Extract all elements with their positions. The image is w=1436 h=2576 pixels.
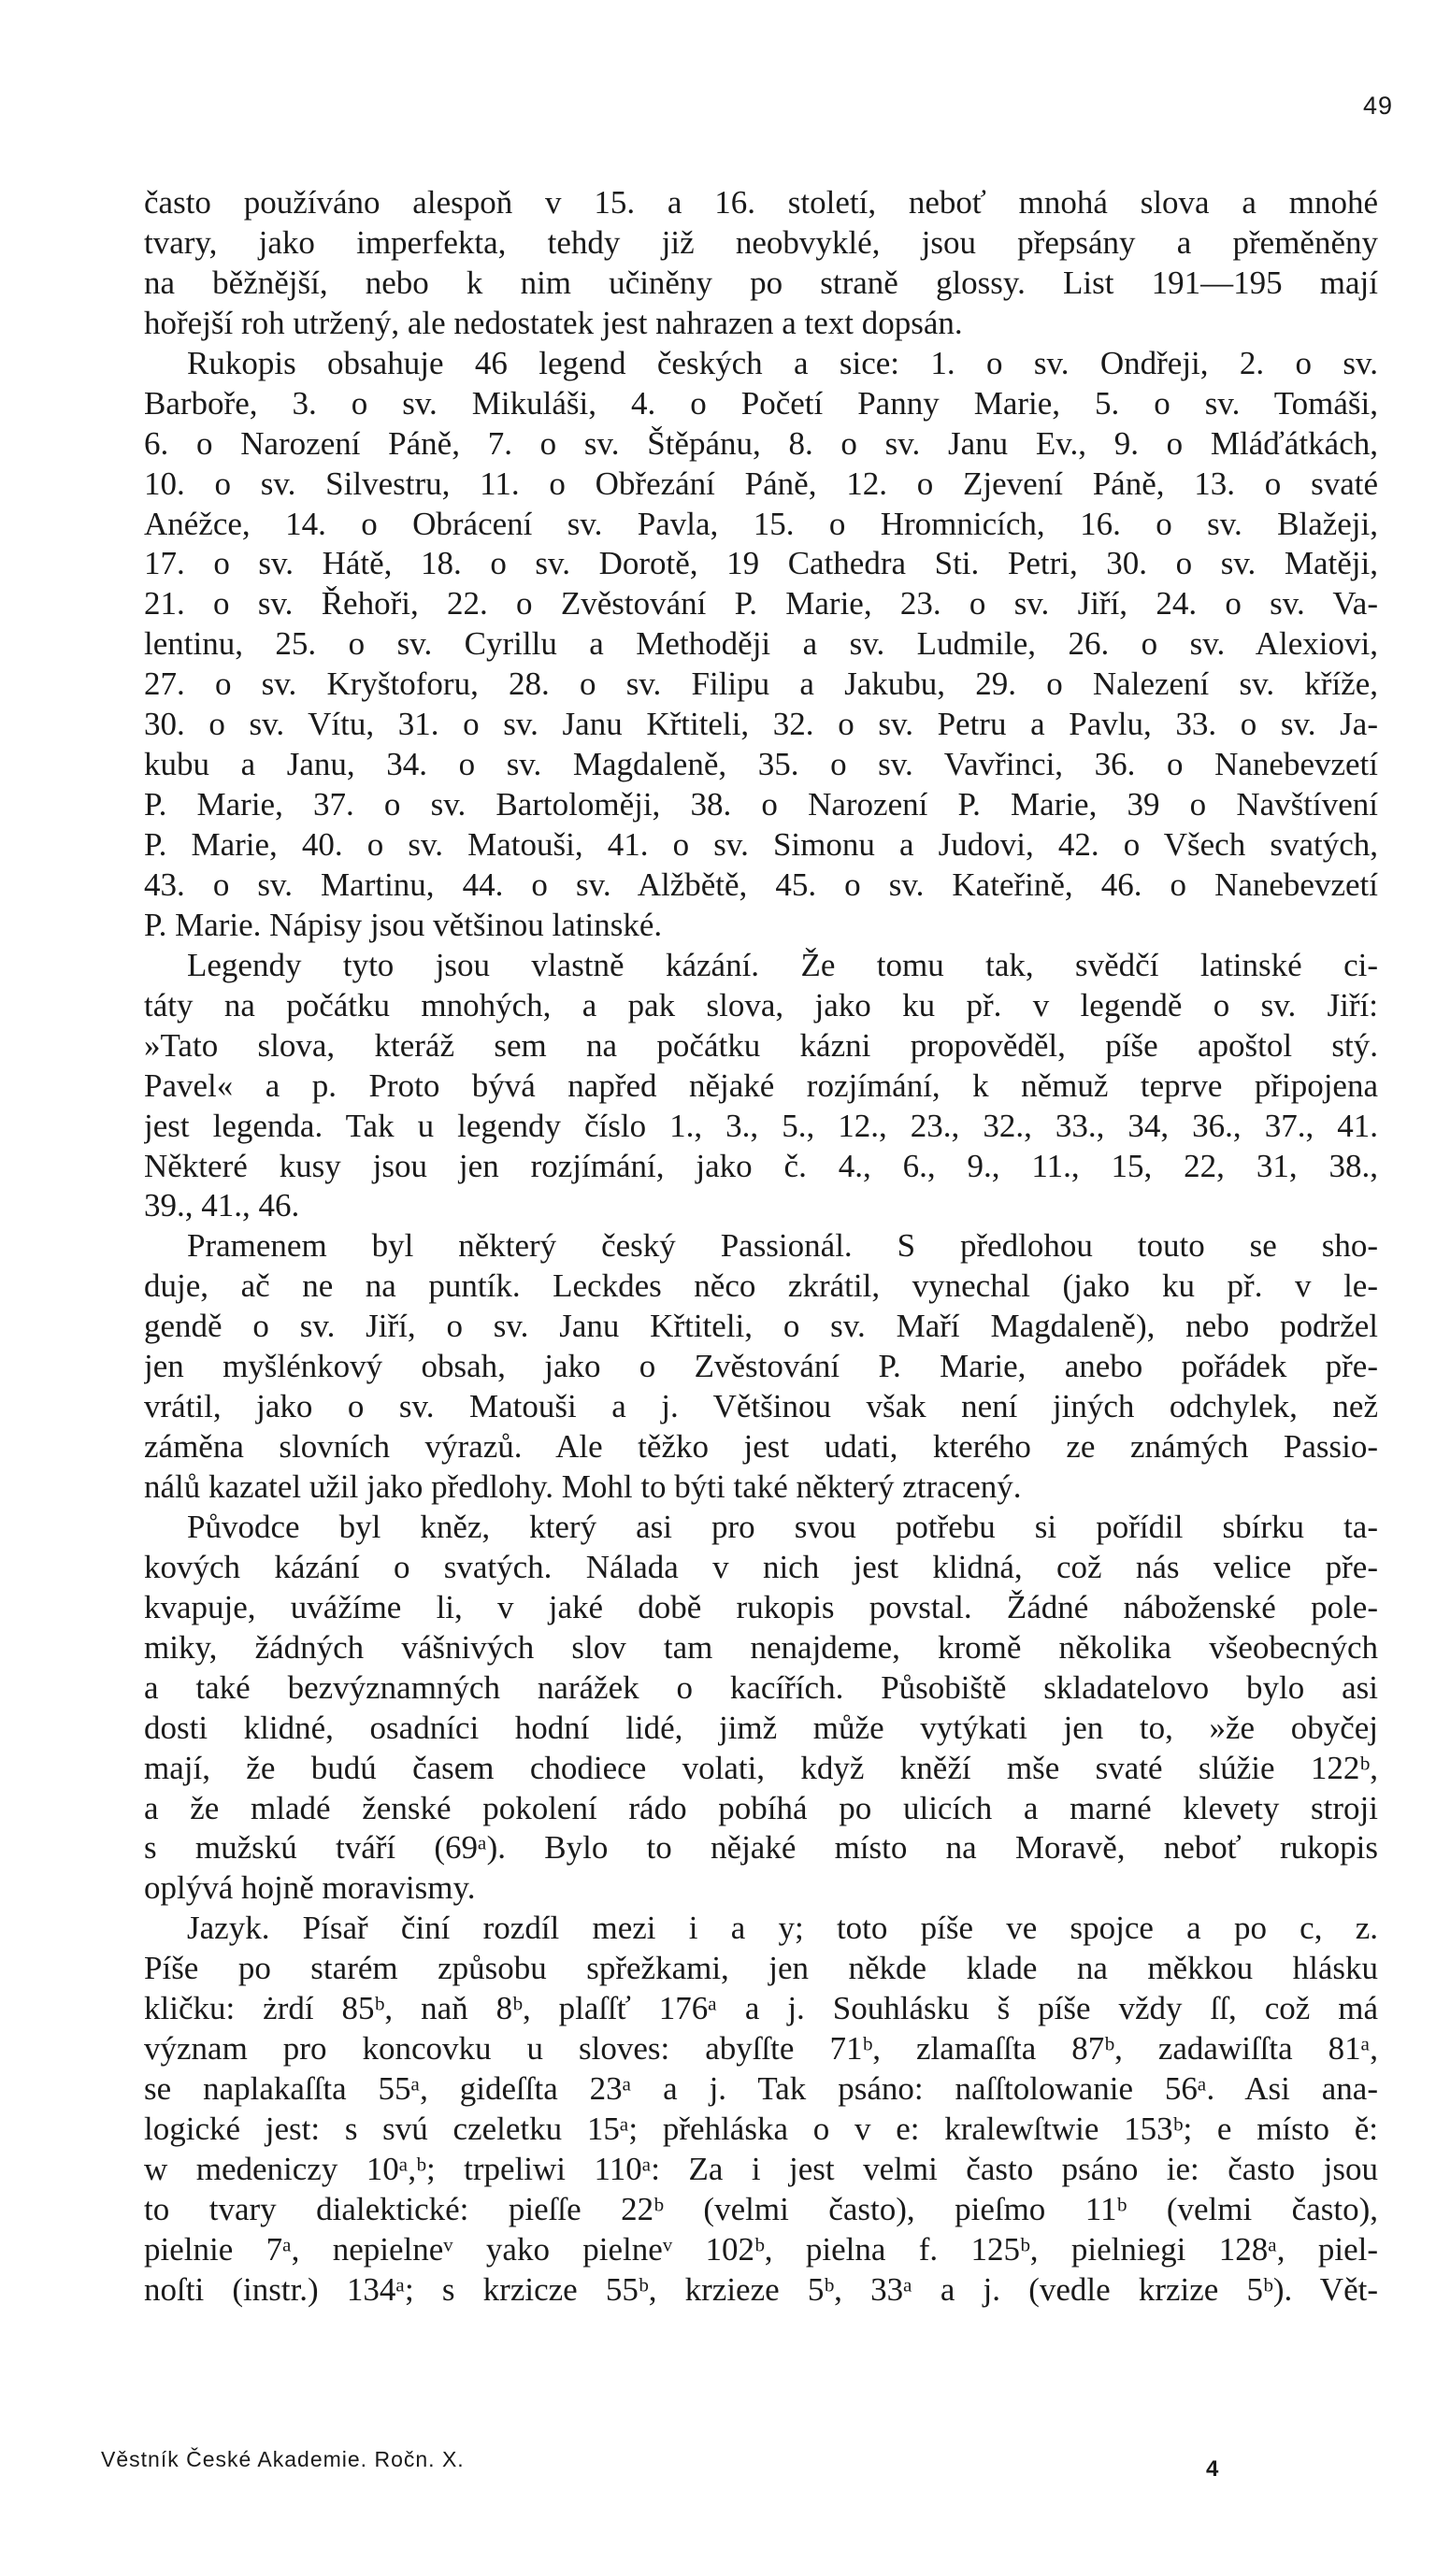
text-line: 6. o Narození Páně, 7. o sv. Štěpánu, 8. o sv. Janu Ev., 9. o Mláďátkách,: [144, 424, 1378, 462]
text-line: 43. o sv. Martinu, 44. o sv. Alžbětě, 45. o sv. Kateřině, 46. o Nanebevzetí: [144, 866, 1378, 903]
journal-footer: Věstník České Akademie. Ročn. X.: [101, 2447, 465, 2471]
text-line: 21. o sv. Řehoři, 22. o Zvěstování P. Marie, 23. o sv. Jiří, 24. o sv. Va-: [144, 585, 1378, 623]
text-line: 30. o sv. Vítu, 31. o sv. Janu Křtiteli, 32. o sv. Petru a Pavlu, 33. o sv. Ja-: [144, 706, 1378, 743]
text-line: logické jest: s svú czeletku 15ᵃ; přehláska o v e: kralewſtwie 153ᵇ; e místo ě:: [144, 2111, 1378, 2147]
text-line: Některé kusy jsou jen rozjímání, jako č. 4., 6., 9., 11., 15, 22, 31, 38.,: [144, 1147, 1378, 1184]
text-line: w medeniczy 10ᵃ,ᵇ; trpeliwi 110ᵃ: Za i jest velmi často psáno ie: často jsou: [144, 2150, 1378, 2187]
text-line: Původce byl kněz, který asi pro svou potřebu si pořídil sbírku ta-: [187, 1508, 1378, 1545]
text-line: miky, žádných vášnivých slov tam nenajdeme, kromě několika všeobecných: [144, 1628, 1378, 1666]
body-text: [144, 183, 1378, 2311]
text-line: vrátil, jako o sv. Matouši a j. Většinou však není jiných odchylek, než: [144, 1388, 1378, 1425]
text-line: gendě o sv. Jiří, o sv. Janu Křtiteli, o sv. Maří Magdaleně), nebo podržel: [144, 1308, 1378, 1345]
text-line: Barboře, 3. o sv. Mikuláši, 4. o Početí Panny Marie, 5. o sv. Tomáši,: [144, 384, 1378, 422]
text-line: to tvary dialektické: pieſſe 22ᵇ (velmi často), pieſmo 11ᵇ (velmi často),: [144, 2190, 1378, 2227]
text-line: 17. o sv. Hátě, 18. o sv. Dorotě, 19 Cathedra Sti. Petri, 30. o sv. Matěji,: [144, 545, 1378, 582]
text-line: 39., 41., 46.: [144, 1187, 300, 1224]
text-line: záměna slovních výrazů. Ale těžko jest udati, kterého ze známých Passio-: [144, 1428, 1378, 1466]
text-line: oplývá hojně moravismy.: [144, 1869, 476, 1907]
text-line: lentinu, 25. o sv. Cyrillu a Methoději a sv. Ludmile, 26. o sv. Alexiovi,: [144, 625, 1378, 663]
text-line: P. Marie. Nápisy jsou většinou latinské.: [144, 906, 663, 943]
text-line: a také bezvýznamných narážek o kacířích. Působiště skladatelovo bylo asi: [144, 1668, 1378, 1706]
text-line: Píše po starém způsobu spřežkami, jen někde klade na měkkou hlásku: [144, 1950, 1378, 1987]
text-line: táty na počátku mnohých, a pak slova, jako ku př. v legendě o sv. Jiří:: [144, 986, 1378, 1023]
text-line: 27. o sv. Kryštoforu, 28. o sv. Filipu a Jakubu, 29. o Nalezení sv. kříže,: [144, 665, 1378, 703]
text-line: a že mladé ženské pokolení rádo pobíhá po ulicích a marné klevety stroji: [144, 1789, 1378, 1826]
text-line: noſti (instr.) 134ᵃ; s krzicze 55ᵇ, krzieze 5ᵇ, 33ᵃ a j. (vedle krzize 5ᵇ). Vět-: [144, 2270, 1378, 2308]
page-number: 49: [1362, 92, 1393, 120]
text-line: Anéžce, 14. o Obrácení sv. Pavla, 15. o Hromnicích, 16. o sv. Blažeji,: [144, 505, 1378, 542]
text-line: jest legenda. Tak u legendy číslo 1., 3., 5., 12., 23., 32., 33., 34, 36., 37., 41.: [144, 1107, 1378, 1144]
text-line: nálů kazatel užil jako předlohy. Mohl to býti také některý ztracený.: [144, 1468, 1022, 1505]
text-line: na běžnější, nebo k nim učiněny po straně glossy. List 191—195 mají: [144, 264, 1378, 301]
signature-mark: 4: [1206, 2456, 1219, 2482]
text-line: 10. o sv. Silvestru, 11. o Obřezání Páně, 12. o Zjevení Páně, 13. o svaté: [144, 465, 1378, 502]
text-line: Legendy tyto jsou vlastně kázání. Že tomu tak, svědčí latinské ci-: [187, 946, 1378, 983]
text-line: tvary, jako imperfekta, tehdy již neobvyklé, jsou přepsány a přeměněny: [144, 223, 1378, 261]
text-line: »Tato slova, kteráž sem na počátku kázni propověděl, píše apoštol stý.: [144, 1026, 1378, 1064]
text-line: s mužskú tváří (69ᵃ). Bylo to nějaké místo na Moravě, neboť rukopis: [144, 1829, 1378, 1867]
text-line: mají, že budú časem chodiece volati, když kněží mše svaté slúžie 122ᵇ,: [144, 1749, 1378, 1786]
text-line: Jazyk. Písař činí rozdíl mezi i a y; toto píše ve spojce a po c, z.: [187, 1910, 1378, 1947]
text-line: kových kázání o svatých. Nálada v nich jest klidná, což nás velice pře-: [144, 1548, 1378, 1585]
text-line: hořejší roh utržený, ale nedostatek jest nahrazen a text dopsán.: [144, 304, 963, 341]
text-line: dosti klidné, osadníci hodní lidé, jimž může vytýkati jen to, »že obyčej: [144, 1709, 1378, 1746]
text-line: P. Marie, 40. o sv. Matouši, 41. o sv. Simonu a Judovi, 42. o Všech svatých,: [144, 826, 1378, 863]
text-line: se naplakaſſta 55ᵃ, gideſſta 23ᵃ a j. Tak psáno: naſſtolowanie 56ᵃ. Asi ana-: [144, 2070, 1378, 2108]
text-line: Rukopis obsahuje 46 legend českých a sice: 1. o sv. Ondřeji, 2. o sv.: [187, 344, 1378, 381]
text-line: kubu a Janu, 34. o sv. Magdaleně, 35. o sv. Vavřinci, 36. o Nanebevzetí: [144, 746, 1378, 783]
text-line: kvapuje, uvážíme li, v jaké době rukopis povstal. Žádné náboženské pole-: [144, 1588, 1378, 1625]
text-line: duje, ač ne na puntík. Leckdes něco zkrátil, vynechal (jako ku př. v le-: [144, 1267, 1378, 1305]
text-line: P. Marie, 37. o sv. Bartoloměji, 38. o Narození P. Marie, 39 o Navštívení: [144, 786, 1378, 823]
text-line: kličku: żrdí 85ᵇ, naň 8ᵇ, plaſſť 176ᵃ a j. Souhlásku š píše vždy ſſ, což má: [144, 1990, 1378, 2027]
text-line: význam pro koncovku u sloves: abyſſte 71ᵇ, zlamaſſta 87ᵇ, zadawiſſta 81ᵃ,: [144, 2030, 1378, 2068]
text-line: Pavel« a p. Proto bývá napřed nějaké rozjímání, k němuž teprve připojena: [144, 1066, 1378, 1104]
text-line: pielnie 7ᵃ, nepielneᵛ yako pielneᵛ 102ᵇ, pielna f. 125ᵇ, pielniegi 128ᵃ, piel-: [144, 2230, 1378, 2268]
text-line: často používáno alespoň v 15. a 16. století, neboť mnohá slova a mnohé: [144, 184, 1378, 221]
text-line: Pramenem byl některý český Passionál. S předlohou touto se sho-: [187, 1227, 1378, 1265]
text-line: jen myšlénkový obsah, jako o Zvěstování P. Marie, anebo pořádek pře-: [144, 1348, 1378, 1385]
